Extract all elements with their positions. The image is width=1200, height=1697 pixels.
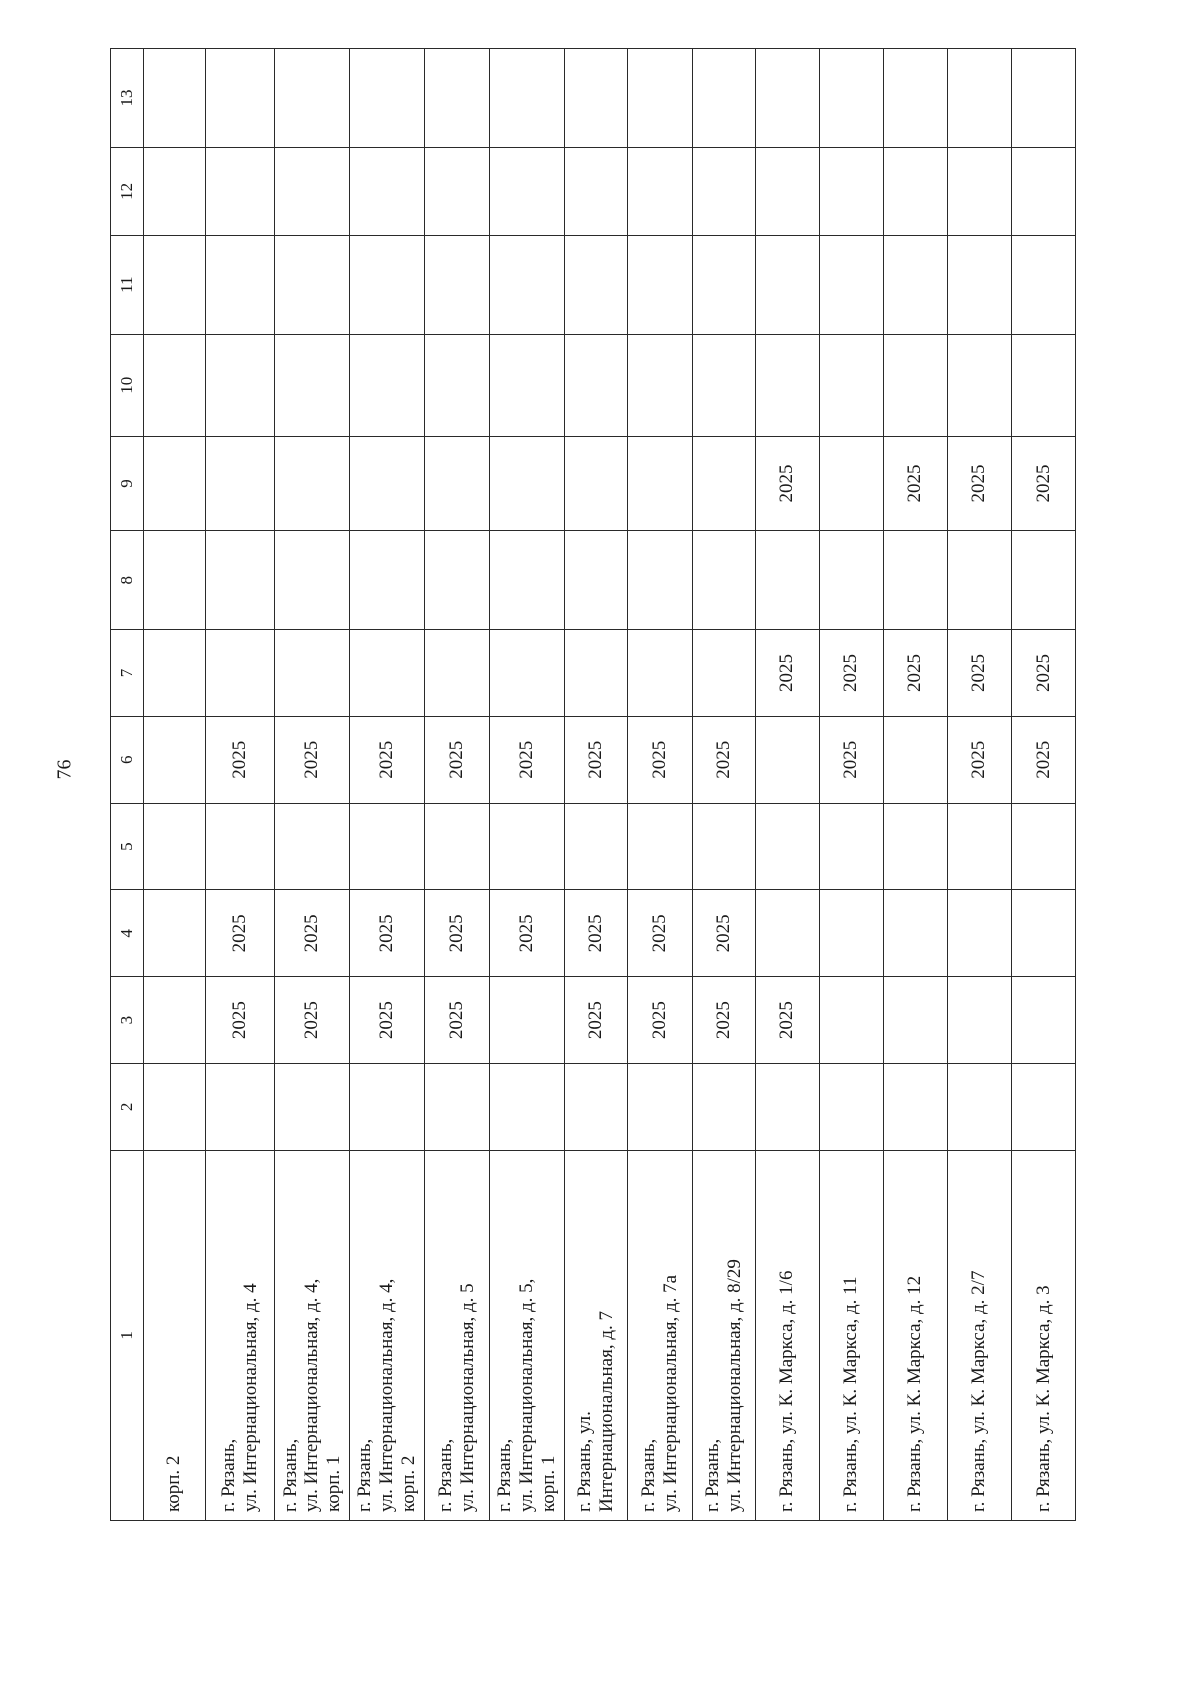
year-cell (692, 49, 755, 148)
table-container (110, 48, 1076, 1521)
table-row (564, 49, 627, 1521)
table-row (883, 49, 947, 1521)
year-cell (883, 803, 947, 890)
year-cell: 2025 (424, 716, 489, 803)
year-cell (144, 235, 206, 334)
address-cell: г. Рязань, ул. К. Маркса, д. 12 (883, 1150, 947, 1520)
year-cell (883, 890, 947, 977)
year-cell (424, 334, 489, 436)
year-cell (819, 49, 883, 148)
year-cell (1011, 334, 1075, 436)
year-cell (205, 436, 275, 530)
address-cell: г. Рязань, ул. Интернациональная, д. 4 (205, 1150, 275, 1520)
address-cell: г. Рязань, ул. Интернациональная, д. 7а (627, 1150, 692, 1520)
year-cell (755, 890, 819, 977)
year-cell (490, 235, 565, 334)
year-cell (564, 235, 627, 334)
address-cell: г. Рязань, ул. К. Маркса, д. 11 (819, 1150, 883, 1520)
column-header-9: 9 (111, 436, 144, 530)
year-cell (205, 630, 275, 717)
year-cell: 2025 (424, 977, 489, 1064)
year-cell (144, 716, 206, 803)
year-cell (424, 147, 489, 235)
year-cell: 2025 (883, 436, 947, 530)
year-cell: 2025 (947, 716, 1011, 803)
year-cell (627, 630, 692, 717)
column-header-4: 4 (111, 890, 144, 977)
column-header-1: 1 (111, 1150, 144, 1520)
year-cell (564, 147, 627, 235)
year-cell (755, 803, 819, 890)
year-cell (490, 977, 565, 1064)
year-cell (350, 803, 425, 890)
year-cell: 2025 (819, 716, 883, 803)
table-row (350, 49, 425, 1521)
address-cell: г. Рязань, ул. Интернациональная, д. 7 (564, 1150, 627, 1520)
year-cell (490, 630, 565, 717)
year-cell (350, 147, 425, 235)
year-cell (144, 630, 206, 717)
year-cell (755, 235, 819, 334)
year-cell (424, 49, 489, 148)
year-cell (883, 1064, 947, 1151)
year-cell (627, 803, 692, 890)
year-cell: 2025 (490, 716, 565, 803)
year-cell (205, 1064, 275, 1151)
year-cell (564, 803, 627, 890)
year-cell (819, 531, 883, 630)
year-cell: 2025 (564, 977, 627, 1064)
year-cell: 2025 (490, 890, 565, 977)
year-cell (1011, 235, 1075, 334)
year-cell (350, 436, 425, 530)
year-cell (883, 49, 947, 148)
year-cell (205, 235, 275, 334)
year-cell: 2025 (819, 630, 883, 717)
year-cell (205, 803, 275, 890)
year-cell: 2025 (564, 716, 627, 803)
year-cell (692, 147, 755, 235)
year-cell (350, 235, 425, 334)
year-cell (144, 436, 206, 530)
year-cell (755, 716, 819, 803)
year-cell (1011, 531, 1075, 630)
year-cell (819, 147, 883, 235)
address-cell: г. Рязань, ул. Интернациональная, д. 8/29 (692, 1150, 755, 1520)
year-cell: 2025 (350, 716, 425, 803)
year-cell (275, 49, 350, 148)
column-header-7: 7 (111, 630, 144, 717)
year-cell (350, 630, 425, 717)
table-header-row (111, 49, 144, 1521)
year-cell (1011, 1064, 1075, 1151)
year-cell (144, 977, 206, 1064)
year-cell: 2025 (1011, 630, 1075, 717)
year-cell (144, 890, 206, 977)
year-cell (1011, 49, 1075, 148)
year-cell (564, 531, 627, 630)
year-cell (947, 531, 1011, 630)
year-cell (819, 334, 883, 436)
table-row (490, 49, 565, 1521)
year-cell (627, 334, 692, 436)
year-cell: 2025 (627, 890, 692, 977)
year-cell (275, 1064, 350, 1151)
year-cell (564, 1064, 627, 1151)
year-cell (692, 630, 755, 717)
year-cell: 2025 (755, 630, 819, 717)
year-cell (627, 531, 692, 630)
year-cell (275, 630, 350, 717)
year-cell (424, 803, 489, 890)
year-cell (947, 1064, 1011, 1151)
year-cell (755, 531, 819, 630)
year-cell (1011, 890, 1075, 977)
year-cell (144, 803, 206, 890)
year-cell (350, 334, 425, 436)
year-cell (490, 147, 565, 235)
year-cell (819, 890, 883, 977)
year-cell (424, 436, 489, 530)
year-cell (564, 49, 627, 148)
year-cell (144, 531, 206, 630)
year-cell (755, 147, 819, 235)
column-header-10: 10 (111, 334, 144, 436)
year-cell (1011, 803, 1075, 890)
year-cell (755, 334, 819, 436)
year-cell: 2025 (205, 977, 275, 1064)
year-cell: 2025 (275, 890, 350, 977)
year-cell (275, 436, 350, 530)
year-cell: 2025 (883, 630, 947, 717)
table-row (947, 49, 1011, 1521)
year-cell: 2025 (692, 977, 755, 1064)
year-cell (947, 977, 1011, 1064)
year-cell: 2025 (205, 890, 275, 977)
year-cell (627, 147, 692, 235)
year-cell (883, 716, 947, 803)
year-cell (144, 49, 206, 148)
column-header-11: 11 (111, 235, 144, 334)
year-cell (627, 49, 692, 148)
year-cell (819, 1064, 883, 1151)
table-row (275, 49, 350, 1521)
year-cell (490, 531, 565, 630)
year-cell (1011, 147, 1075, 235)
year-cell: 2025 (275, 716, 350, 803)
year-cell (883, 531, 947, 630)
year-cell (819, 977, 883, 1064)
year-cell (350, 1064, 425, 1151)
table-row (1011, 49, 1075, 1521)
year-cell: 2025 (350, 977, 425, 1064)
year-cell (692, 334, 755, 436)
address-cell: г. Рязань, ул. Интернациональная, д. 5, корп. 1 (490, 1150, 565, 1520)
year-cell: 2025 (1011, 716, 1075, 803)
year-cell (755, 1064, 819, 1151)
table-body (144, 49, 1076, 1521)
year-cell (564, 630, 627, 717)
year-cell (883, 977, 947, 1064)
year-cell: 2025 (1011, 436, 1075, 530)
year-cell (275, 235, 350, 334)
year-cell: 2025 (947, 630, 1011, 717)
year-cell: 2025 (205, 716, 275, 803)
year-cell (627, 436, 692, 530)
year-cell (692, 1064, 755, 1151)
year-cell (692, 235, 755, 334)
year-cell (627, 235, 692, 334)
column-header-2: 2 (111, 1064, 144, 1151)
year-cell (819, 436, 883, 530)
year-cell (947, 49, 1011, 148)
address-cell: г. Рязань, ул. Интернациональная, д. 4, корп. 2 (350, 1150, 425, 1520)
year-cell (205, 49, 275, 148)
year-cell: 2025 (692, 890, 755, 977)
year-cell (947, 235, 1011, 334)
year-cell: 2025 (755, 977, 819, 1064)
year-cell: 2025 (692, 716, 755, 803)
year-cell (350, 531, 425, 630)
year-cell (205, 147, 275, 235)
year-cell (692, 436, 755, 530)
year-cell (883, 334, 947, 436)
year-cell (490, 436, 565, 530)
table-row (692, 49, 755, 1521)
table-row (144, 49, 206, 1521)
column-header-6: 6 (111, 716, 144, 803)
table-row (627, 49, 692, 1521)
address-cell: г. Рязань, ул. К. Маркса, д. 2/7 (947, 1150, 1011, 1520)
year-cell: 2025 (350, 890, 425, 977)
year-cell (1011, 977, 1075, 1064)
year-cell (424, 531, 489, 630)
year-cell (275, 147, 350, 235)
year-cell (819, 803, 883, 890)
table-row (819, 49, 883, 1521)
year-cell: 2025 (947, 436, 1011, 530)
table-row (205, 49, 275, 1521)
year-cell (564, 334, 627, 436)
year-cell: 2025 (627, 716, 692, 803)
year-cell (144, 334, 206, 436)
year-cell (947, 147, 1011, 235)
year-cell (627, 1064, 692, 1151)
year-cell (205, 334, 275, 436)
year-cell (947, 334, 1011, 436)
year-cell (275, 803, 350, 890)
year-cell: 2025 (627, 977, 692, 1064)
column-header-13: 13 (111, 49, 144, 148)
address-cell: г. Рязань, ул. Интернациональная, д. 4, корп. 1 (275, 1150, 350, 1520)
address-cell: г. Рязань, ул. К. Маркса, д. 3 (1011, 1150, 1075, 1520)
column-header-5: 5 (111, 803, 144, 890)
page-number: 76 (53, 759, 76, 780)
year-cell (490, 334, 565, 436)
column-header-8: 8 (111, 531, 144, 630)
year-cell (424, 1064, 489, 1151)
year-cell (275, 334, 350, 436)
year-cell (755, 49, 819, 148)
column-header-3: 3 (111, 977, 144, 1064)
year-cell (883, 235, 947, 334)
year-cell (424, 630, 489, 717)
table-row (755, 49, 819, 1521)
year-cell (144, 147, 206, 235)
column-header-12: 12 (111, 147, 144, 235)
year-cell (883, 147, 947, 235)
year-cell (819, 235, 883, 334)
address-cell: г. Рязань, ул. Интернациональная, д. 5 (424, 1150, 489, 1520)
year-cell (564, 436, 627, 530)
address-cell: г. Рязань, ул. К. Маркса, д. 1/6 (755, 1150, 819, 1520)
year-cell (275, 531, 350, 630)
year-cell (947, 890, 1011, 977)
year-cell (947, 803, 1011, 890)
year-cell (424, 235, 489, 334)
year-cell (144, 1064, 206, 1151)
data-table (110, 48, 1076, 1521)
year-cell (490, 1064, 565, 1151)
table-row (424, 49, 489, 1521)
year-cell (692, 803, 755, 890)
year-cell: 2025 (424, 890, 489, 977)
address-cell: корп. 2 (144, 1150, 206, 1520)
year-cell (692, 531, 755, 630)
year-cell (490, 49, 565, 148)
year-cell (350, 49, 425, 148)
year-cell: 2025 (275, 977, 350, 1064)
year-cell: 2025 (755, 436, 819, 530)
year-cell: 2025 (564, 890, 627, 977)
year-cell (205, 531, 275, 630)
year-cell (490, 803, 565, 890)
